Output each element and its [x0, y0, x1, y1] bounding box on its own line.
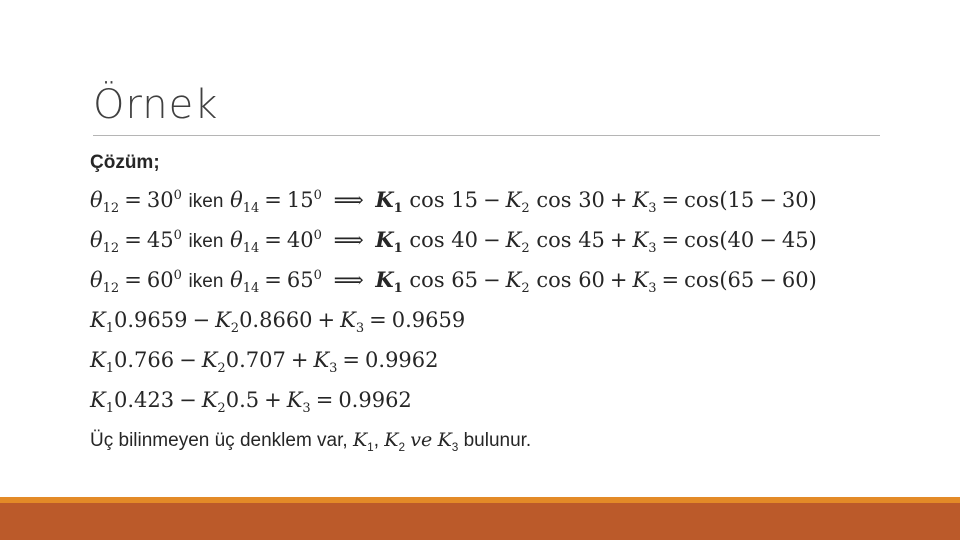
slide-content [90, 146, 890, 460]
equation-line-3: $K_10.423 - K_20.5 + K_3 = 0.9962$ [90, 388, 412, 417]
equation-line-1: $K_10.9659 - K_20.8660 + K_3 = 0.9659$ [90, 308, 466, 337]
solution-heading: Çözüm; [90, 152, 160, 173]
conclusion-line: Üç bilinmeyen üç denklem var, $K_1$, $K_2$ ve $K_3$ bulunur. [90, 429, 532, 454]
condition-line-1: $\theta_{12} = 30^0$ iken $\theta_{14} = 15^0$ ⟹ $K_1$ $\cos 15 - K_2$ $\cos 30 + K_3 = \cos(15 - 30)$ [90, 187, 817, 217]
title-divider [93, 135, 880, 136]
equation-line-2: $K_10.766 - K_20.707 + K_3 = 0.9962$ [90, 348, 439, 377]
condition-line-3: $\theta_{12} = 60^0$ iken $\theta_{14} = 65^0$ ⟹ $K_1$ $\cos 65 - K_2$ $\cos 60 + K_3 = \cos(65 - 60)$ [90, 267, 817, 297]
condition-line-2: $\theta_{12} = 45^0$ iken $\theta_{14} = 40^0$ ⟹ $K_1$ $\cos 40 - K_2$ $\cos 45 + K_3 = \cos(40 - 45)$ [90, 227, 817, 257]
footer-bar [0, 503, 960, 540]
slide-title: Örnek [93, 82, 219, 128]
